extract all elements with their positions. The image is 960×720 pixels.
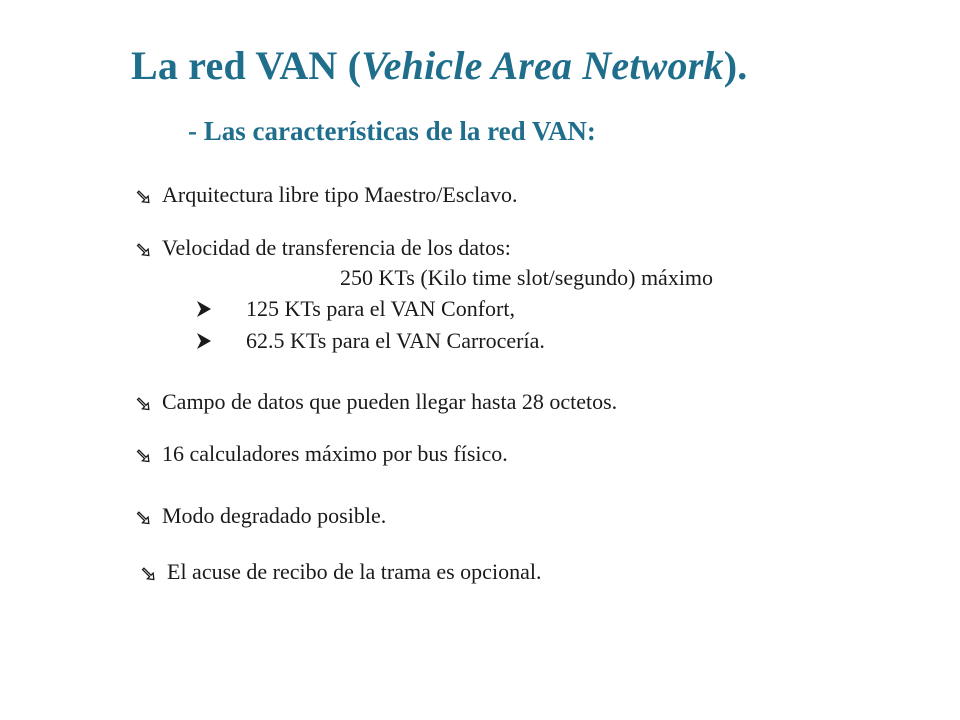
bullet-text: El acuse de recibo de la trama es opcional. bbox=[167, 559, 542, 584]
sub-bullet-item bbox=[196, 298, 515, 320]
continuation-text: 250 KTs (Kilo time slot/segundo) máximo bbox=[340, 265, 714, 290]
bullet-item bbox=[136, 391, 617, 413]
slide-subtitle: - Las características de la red VAN: bbox=[188, 116, 596, 146]
bullet-text: Arquitectura libre tipo Maestro/Esclavo. bbox=[162, 182, 518, 207]
hollow-arrow-icon bbox=[136, 184, 156, 204]
title-italic: Vehicle Area Network bbox=[361, 43, 724, 88]
sub-bullet-text: 62.5 KTs para el VAN Carrocería. bbox=[246, 328, 545, 353]
hollow-arrow-icon bbox=[136, 505, 156, 525]
title-suffix: ). bbox=[723, 43, 748, 88]
bullet-item bbox=[136, 505, 386, 527]
bullet-text: Campo de datos que pueden llegar hasta 28 octetos. bbox=[162, 389, 618, 414]
hollow-arrow-icon bbox=[136, 391, 156, 411]
hollow-arrow-icon bbox=[136, 237, 156, 257]
title-prefix: La red VAN ( bbox=[131, 43, 362, 88]
sub-bullet-text: 125 KTs para el VAN Confort, bbox=[246, 296, 515, 321]
bullet-text: Velocidad de transferencia de los datos: bbox=[162, 235, 511, 260]
bullet-item bbox=[136, 237, 511, 259]
bullet-text: 16 calculadores máximo por bus físico. bbox=[162, 441, 508, 466]
bullet-text: Modo degradado posible. bbox=[162, 503, 387, 528]
filled-arrowhead-icon bbox=[196, 332, 212, 350]
hollow-arrow-icon bbox=[136, 443, 156, 463]
filled-arrowhead-icon bbox=[196, 300, 212, 318]
slide-title bbox=[131, 42, 747, 89]
hollow-arrow-icon bbox=[141, 561, 161, 581]
bullet-item bbox=[136, 184, 518, 206]
bullet-item bbox=[136, 443, 508, 465]
bullet-item bbox=[141, 561, 541, 583]
sub-bullet-item bbox=[196, 330, 545, 352]
